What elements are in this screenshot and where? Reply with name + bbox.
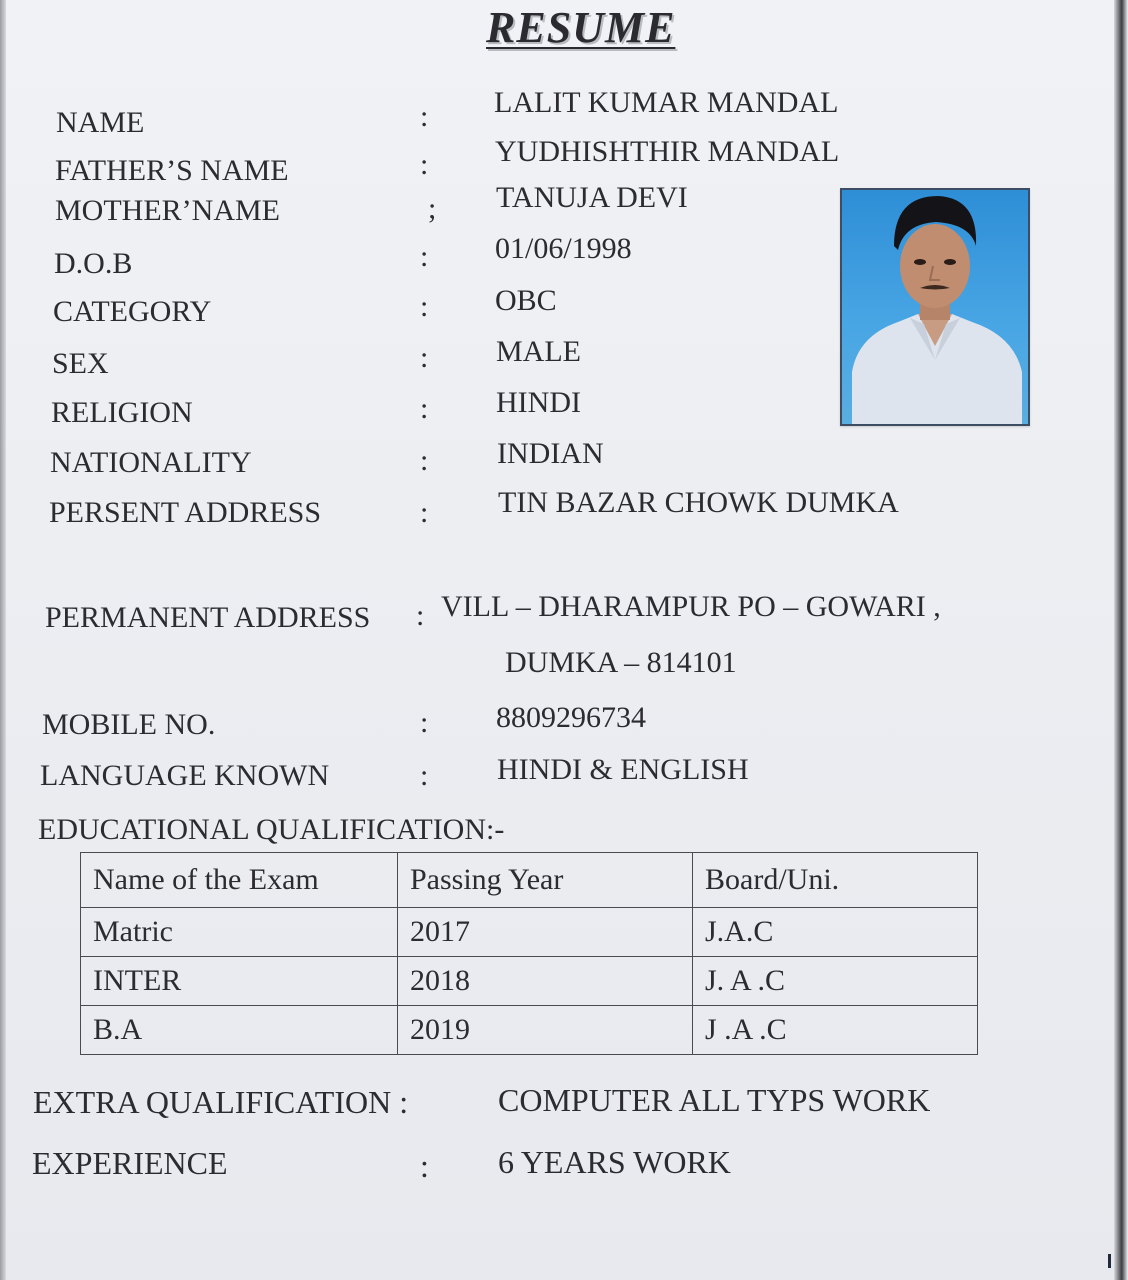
education-heading: EDUCATIONAL QUALIFICATION:- — [38, 813, 505, 846]
mobile-label: MOBILE NO. — [42, 708, 216, 741]
dob-colon: : — [420, 240, 429, 273]
experience-label: EXPERIENCE — [32, 1145, 228, 1181]
board-cell: J .A .C — [693, 1006, 978, 1055]
category-value: OBC — [495, 284, 557, 317]
religion-label: RELIGION — [51, 396, 193, 429]
name-value: LALIT KUMAR MANDAL — [494, 86, 839, 119]
board-cell: J.A.C — [693, 908, 978, 957]
father-name-label: FATHER’S NAME — [55, 154, 289, 187]
extra-qualification-label: EXTRA QUALIFICATION : — [33, 1084, 409, 1120]
dob-value: 01/06/1998 — [495, 232, 632, 265]
present-address-value: TIN BAZAR CHOWK DUMKA — [498, 486, 899, 519]
permanent-address-label: PERMANENT ADDRESS — [45, 601, 371, 634]
passing-year-cell: 2019 — [398, 1006, 693, 1055]
dob-label: D.O.B — [54, 247, 133, 280]
education-table — [80, 852, 978, 1055]
father-name-value: YUDHISHTHIR MANDAL — [495, 135, 840, 168]
exam-name-cell: Matric — [81, 908, 398, 957]
mother-name-label: MOTHER’NAME — [55, 194, 280, 227]
language-label: LANGUAGE KNOWN — [40, 759, 330, 792]
table-row — [81, 908, 978, 957]
sex-value: MALE — [496, 335, 581, 368]
mother-name-value: TANUJA DEVI — [496, 181, 688, 214]
page-edge-right — [1114, 0, 1128, 1280]
profile-photo — [840, 188, 1030, 426]
exam-name-cell: B.A — [81, 1006, 398, 1055]
father-name-colon: : — [420, 148, 429, 181]
permanent-address-line1: VILL – DHARAMPUR PO – GOWARI , — [441, 590, 941, 623]
extra-qualification-value: COMPUTER ALL TYPS WORK — [498, 1082, 931, 1118]
board-cell: J. A .C — [693, 957, 978, 1006]
mobile-value: 8809296734 — [496, 701, 646, 734]
exam-name-header: Name of the Exam — [81, 853, 398, 908]
table-row — [81, 957, 978, 1006]
experience-colon: : — [420, 1148, 429, 1184]
passing-year-cell: 2018 — [398, 957, 693, 1006]
sex-colon: : — [420, 341, 429, 374]
page-edge-left — [0, 0, 6, 1280]
present-address-colon: : — [420, 496, 429, 529]
name-label: NAME — [56, 106, 145, 139]
language-value: HINDI & ENGLISH — [497, 753, 749, 786]
sex-label: SEX — [52, 347, 109, 380]
board-header: Board/Uni. — [693, 853, 978, 908]
passing-year-cell: 2017 — [398, 908, 693, 957]
category-label: CATEGORY — [53, 295, 212, 328]
pen-mark — [1108, 1254, 1111, 1268]
nationality-label: NATIONALITY — [50, 446, 252, 479]
present-address-label: PERSENT ADDRESS — [49, 496, 322, 529]
exam-name-cell: INTER — [81, 957, 398, 1006]
name-colon: : — [420, 100, 429, 133]
resume-title: RESUME — [486, 3, 676, 52]
category-colon: : — [420, 290, 429, 323]
mother-name-colon: ; — [428, 192, 437, 225]
table-row — [81, 1006, 978, 1055]
nationality-colon: : — [420, 444, 429, 477]
person-portrait-icon — [842, 190, 1028, 424]
experience-value: 6 YEARS WORK — [498, 1144, 731, 1180]
religion-colon: : — [420, 392, 429, 425]
permanent-address-line2: DUMKA – 814101 — [505, 646, 737, 679]
language-colon: : — [420, 759, 429, 792]
mobile-colon: : — [420, 706, 429, 739]
nationality-value: INDIAN — [497, 437, 604, 470]
permanent-address-colon: : — [416, 599, 425, 632]
table-header-row — [81, 853, 978, 908]
passing-year-header: Passing Year — [398, 853, 693, 908]
religion-value: HINDI — [496, 386, 581, 419]
